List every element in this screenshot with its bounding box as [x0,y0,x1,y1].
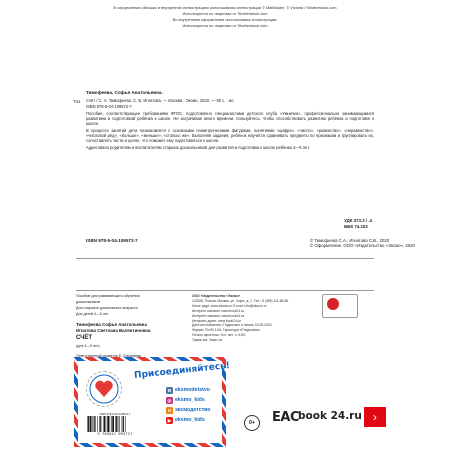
catalog-paragraph: Пособие, соответствующее требованиям ФГОС, подготовлено специалистами детского клуба «Умничка», профессионально занимающимися развитием и подготовкой ребёнка к школе. Не затрачивая много времени, пользуйтесь, чтобы способствовать развитию ребёнка и подготовке к школе. [86,111,374,127]
barcode-bar [107,416,109,432]
vk-icon: В [167,387,172,393]
barcode-bar [111,416,112,432]
catalog-paragraph: В процессе занятий дети познакомятся с основными геометрическими фигурами, понятиями «цифра», «число», «равенство», «неравенство», «числовой ряд», «больше», «меньше», «столько же». Выполняя задания, ребёнок научится сравнивать предметы по признакам и группировать их, сопоставлять части и целое, что поможет ему подготовиться к школе. [86,128,374,144]
imprint-line: Интернет-магазин: www.book24.kz [192,313,245,318]
barcode-bar [118,416,119,432]
imprint-line: Печать офсетная. Усл. печ. л. 5,83. [192,333,246,338]
barcode-bar [116,416,117,432]
barcode-bar [122,416,123,432]
social-postcard [74,357,231,447]
imprint-line: Интернет-магазин: www.book24.ru [192,308,245,313]
catalog-isbn-line: ISBN 978-5-04-109572-7 [86,104,132,110]
barcode-bar [87,416,88,432]
author-name: Игнатова Светлана Валентиновна [76,328,151,334]
barcode-bar [119,416,120,432]
book-subtitle: (для 4—5 лет) [76,344,100,349]
series-line: Для детей 4—5 лет [76,311,109,316]
social-links [166,386,226,426]
barcode-bar [115,416,116,432]
catalog-title-line: Счёт / С. А. Тимофеева, С. В. Игнатова. — Москва : Эксмо, 2020. — 80 с. : ил. [86,97,235,103]
barcode-bar [125,416,126,432]
manufacturer: ООО «Издательство «Эксмо» [192,294,241,298]
credits-line: Во внутреннем оформлении использованы иллюстрации: [172,17,278,23]
barcode-digits: 9 785041 095727 [97,432,133,437]
divider [76,290,374,291]
author-name: Тимофеева Софья Анатольевна [76,321,147,327]
instagram-icon: ◎ [167,397,172,403]
catalog-paragraph: Адресовано родителям и воспитателям старших дошкольников для развития и подготовки к школе ребёнка 4—5 лет. [86,144,310,150]
barcode-isbn: ISBN 978-5-04-109572-7 [99,412,131,416]
divider [76,258,374,259]
series-line: Для старшего дошкольного возраста [76,305,138,310]
heart-stamp-icon [88,373,120,405]
barcode-bar [100,416,101,432]
imprint-line: 123308, Россия, Москва, ул. Зорге, д. 1. Тел.: 8 (495) 411-68-86. [192,298,290,303]
barcode-bar [103,416,104,432]
book-title: СЧЁТ [76,335,93,342]
catalog-card [73,90,374,152]
copyright-line: © Тимофеева С.А., Игнатова С.В., 2020 [310,238,390,243]
eksmo-logo [322,294,358,318]
eksmo-mark-icon [327,298,339,310]
imprint-line: Интернет-дүкен: www.book24.kz [192,318,241,323]
barcode-bar [99,416,100,432]
barcode-bar [110,416,111,432]
social-handle: eksmodetstvo [175,387,210,394]
catalog-code: Т41 [73,99,81,104]
social-handle: eksmo_kids [175,397,205,404]
barcode-bar [97,416,98,432]
catalog-author: Тимофеева, Софья Анатольевна. [86,90,163,95]
isbn-number: ISBN 978-5-04-109572-7 [86,238,138,243]
barcode [86,413,144,437]
copyright-block [310,238,415,249]
credits-line: В оформлении обложки и внутренних иллюстрациях использованы иллюстрации © MatMaster, © Victoria / Shutterstock.com [113,5,337,10]
imprint-line: Тираж экз. Заказ № [192,338,223,343]
imprint-line: Формат 70×90 1/16. Гарнитура «Pragmatica». [192,328,261,333]
eac-mark: EAC [272,410,299,425]
series-line: дошкольников [76,299,100,304]
bbk-code: ББК 74.102 [344,223,368,229]
barcode-bar [106,416,107,432]
age-rating-badge: 0+ [244,415,260,431]
book24-badge[interactable] [298,406,386,428]
book24-label: book 24.ru [298,410,362,423]
barcode-bar [104,416,105,432]
udk-code: УДК 373.3 / .4 [344,218,372,223]
youtube-icon: ▶ [167,417,172,423]
illustration-credits [70,6,380,30]
credits-line: Используются по лицензии от Shutterstock.com [182,23,268,29]
social-link-instagram[interactable] [166,396,226,405]
barcode-bars [86,416,144,432]
postage-stamp [86,371,122,407]
barcode-bar [112,416,114,432]
imprint-line: Home page: www.eksmo.ru E-mail: info@eksmo.ru [192,303,267,308]
barcode-bar [88,416,89,432]
join-title: Присоединяйтесь! [133,361,231,382]
social-handle: эксмодетство [175,407,211,414]
copyright-line: © Оформление. ООО «Издательство «Эксмо», 2020 [310,243,415,249]
barcode-bar [95,416,96,432]
barcode-bar [90,416,92,432]
barcode-bar [92,416,93,432]
credits-line: Используются по лицензии от Shutterstock.com [182,11,268,17]
series-line: Пособие для развивающего обучения [76,294,140,298]
ok-icon: О [167,407,172,413]
classification-codes [344,218,372,229]
social-link-vk[interactable] [166,386,226,395]
arrow-right-icon: › [364,407,386,427]
social-link-ok[interactable] [166,406,226,415]
imprint-line: Дата изготовления / Подписано в печать 03.08.2020. [192,323,273,328]
social-link-youtube[interactable] [166,416,226,425]
barcode-bar [123,416,124,432]
barcode-bar [94,416,95,432]
publisher-imprint [192,294,312,343]
social-handle: eksmo_kids [175,417,205,424]
